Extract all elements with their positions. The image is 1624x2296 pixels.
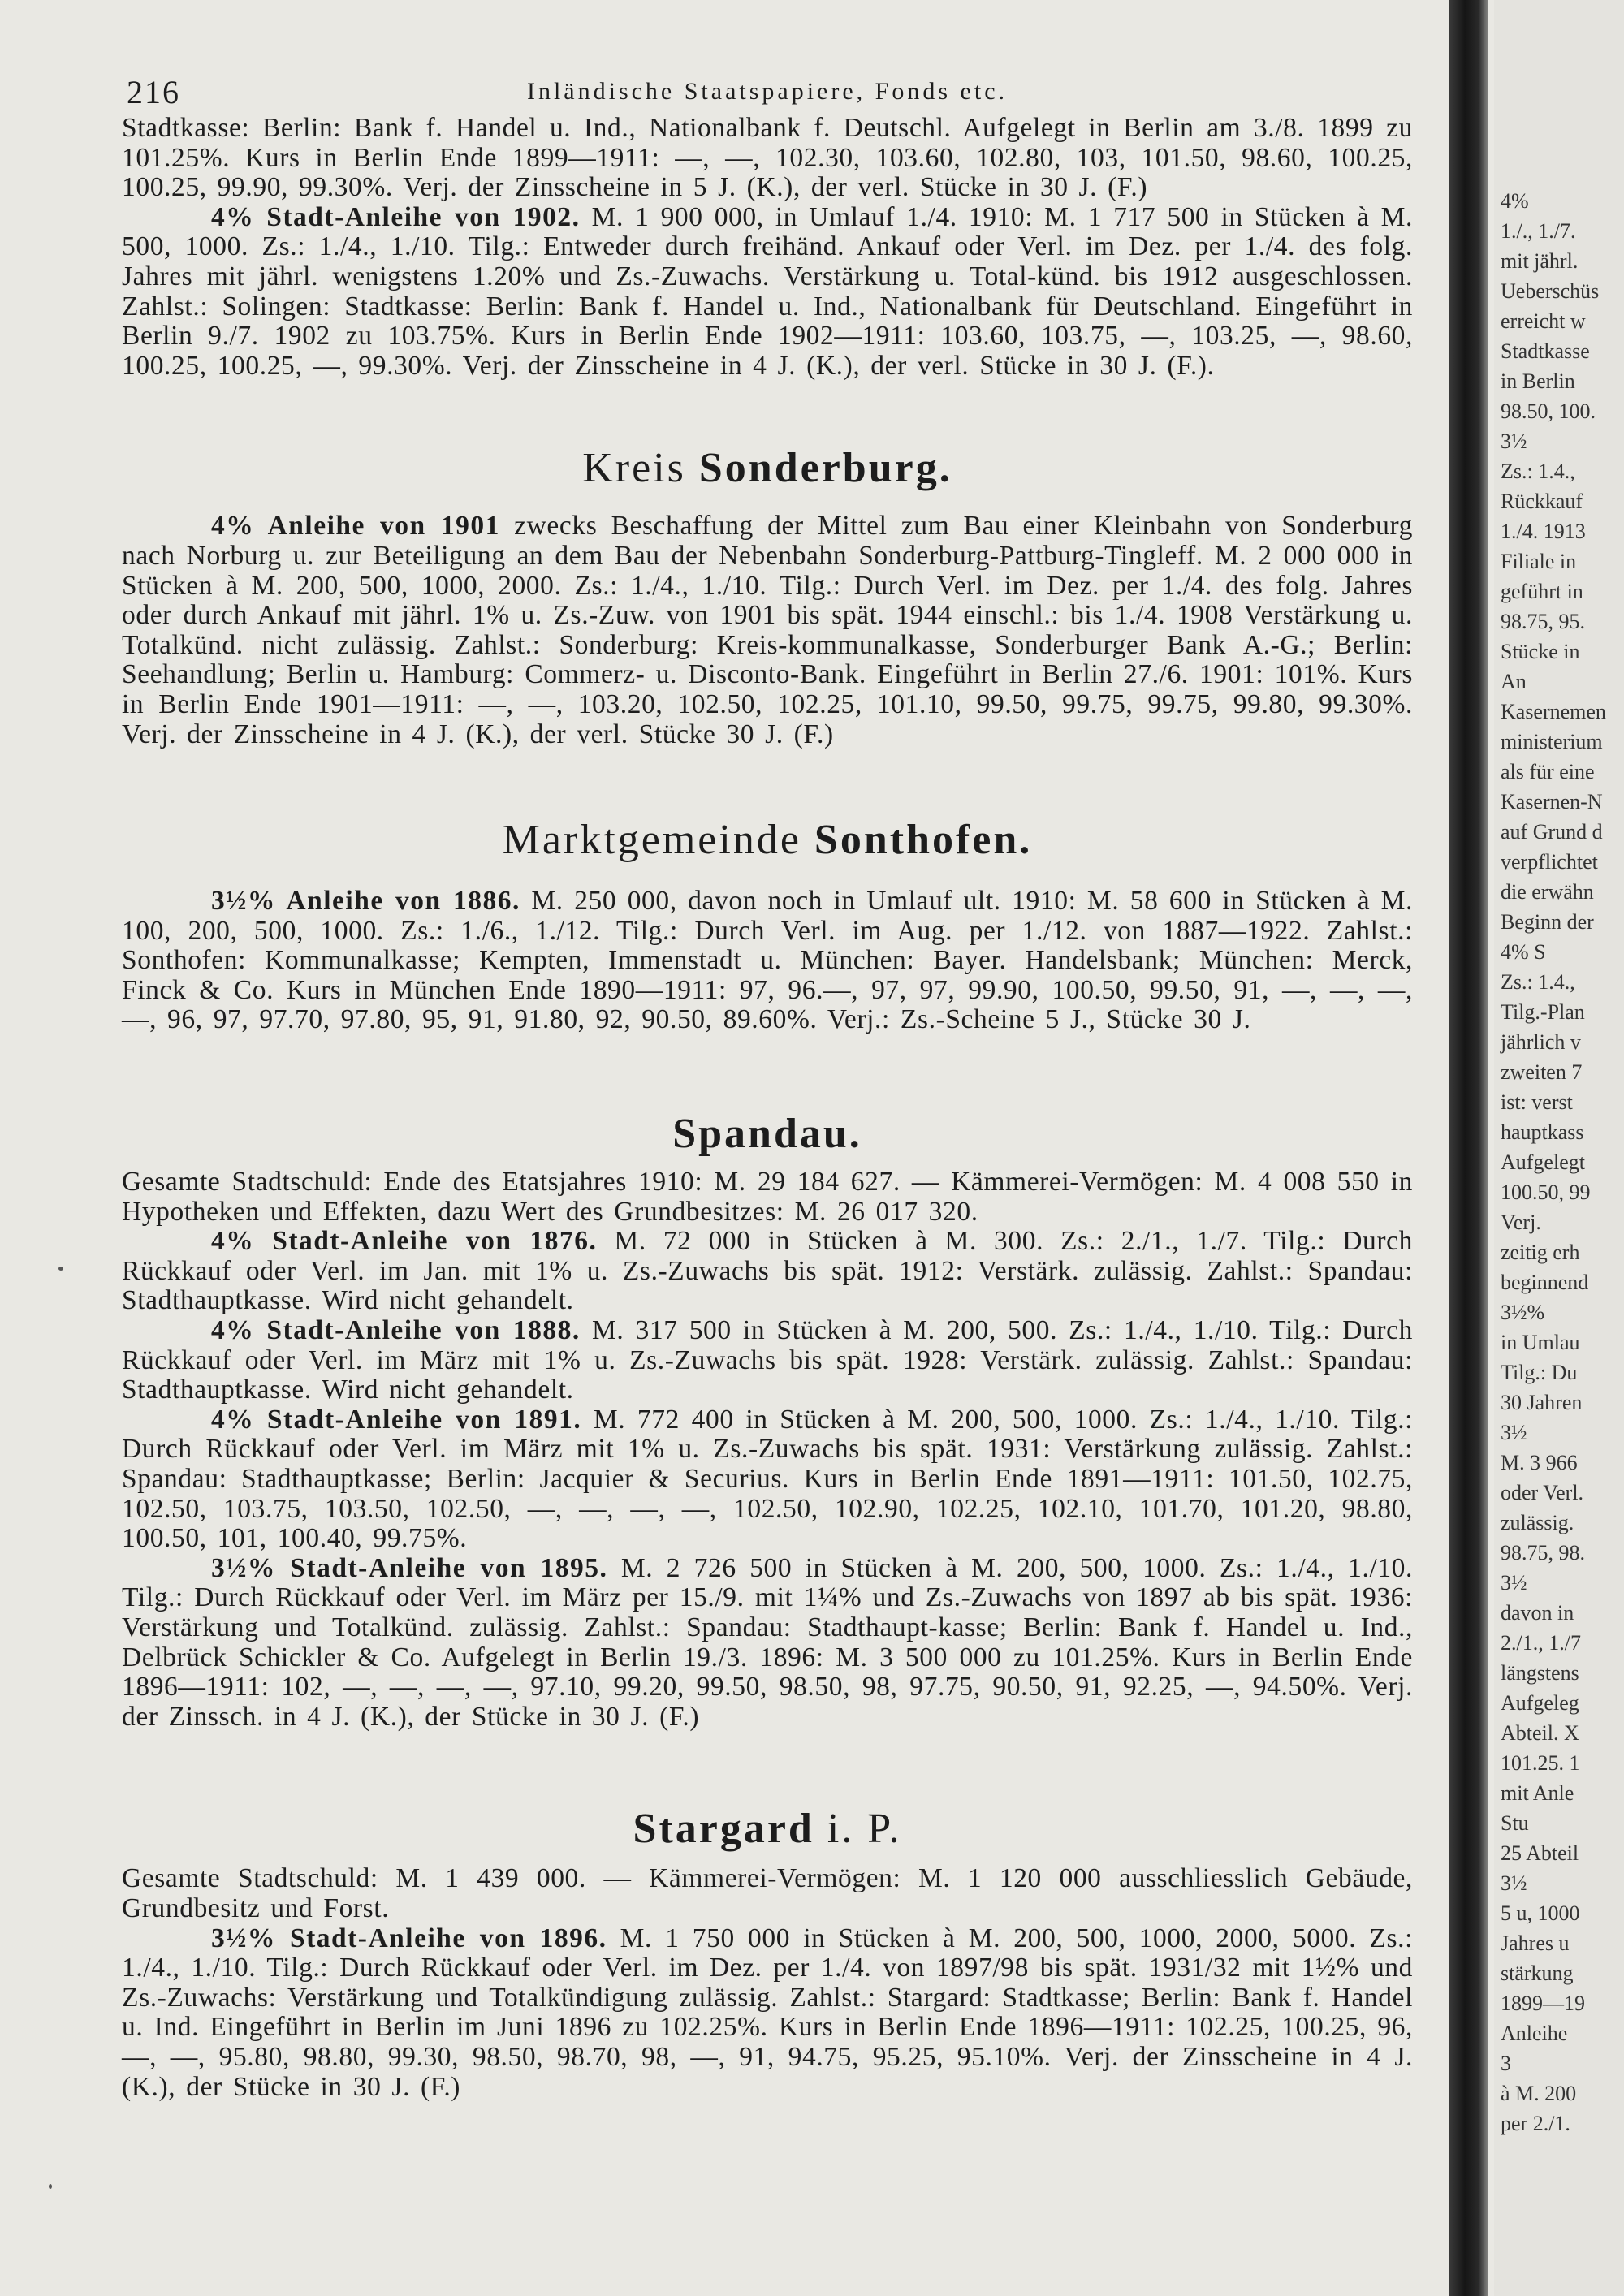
- next-page-fragment: oder Verl.: [1501, 1481, 1584, 1504]
- next-page-fragment: mit Anle: [1501, 1781, 1574, 1805]
- next-page-fragment: beginnend: [1501, 1271, 1589, 1294]
- next-page-fragment: Anleihe: [1501, 2022, 1568, 2045]
- intro-paragraph: Stadtkasse: Berlin: Bank f. Handel u. Ind., Nationalbank f. Deutschl. Aufgelegt in Berlin am 3./8. 1899 zu 101.25%. Kurs in Berlin Ende 1899—1911: —, —, 102.30, 103.60, 102.80, 103, 101.50, 98.60, 100.25, 100.25, 99.90, 99.30%. Verj. der Zinsscheine in 5 J. (K.), der verl. Stücke in 30 J. (F.): [122, 113, 1413, 203]
- next-page-fragment: Filiale in: [1501, 550, 1577, 573]
- next-page-fragment: 101.25. 1: [1501, 1751, 1580, 1775]
- heading-fraktur: Sonderburg.: [698, 445, 952, 492]
- loan-title: 3½% Stadt-Anleihe von 1895.: [211, 1552, 608, 1583]
- next-page-fragment: An: [1501, 670, 1527, 693]
- next-page-fragment: in Umlau: [1501, 1331, 1580, 1354]
- main-page: [122, 57, 1413, 2102]
- next-page-fragment: Aufgelegt: [1501, 1150, 1585, 1174]
- stargard-anleihe-1896-entry: [122, 1924, 1413, 2103]
- next-page-fragment: Ueberschüs: [1501, 279, 1600, 303]
- spandau-anleihe-1891-entry: [122, 1405, 1413, 1554]
- heading-spandau: [122, 1110, 1413, 1158]
- next-page-fragment: erreicht w: [1501, 309, 1586, 333]
- loan-text: M. 317 500 in Stücken à M. 200, 500. Zs.: 1./4., 1./10. Tilg.: Durch Rückkauf oder Verl. im März mit 1% u. Zs.-Zuwachs bis spät. 1928: Verstärk. zulässig. Zahlst.: Spandau: Stadthauptkasse. Wird nicht gehandelt.: [122, 1315, 1414, 1405]
- loan-title: 4% Stadt-Anleihe von 1888.: [211, 1315, 581, 1346]
- page-number: 216: [127, 74, 180, 110]
- next-page-fragment: Zs.: 1.4.,: [1501, 970, 1575, 994]
- next-page-fragment: Tilg.-Plan: [1501, 1000, 1585, 1024]
- next-page-fragment: Zs.: 1.4.,: [1501, 460, 1575, 483]
- loan-title: 4% Anleihe von 1901: [211, 511, 500, 542]
- next-page-fragment: jährlich v: [1501, 1030, 1581, 1054]
- next-page-fragment: die erwähn: [1501, 880, 1594, 904]
- next-page-fragment: Rückkauf: [1501, 490, 1583, 513]
- next-page-fragment: zweiten 7: [1501, 1060, 1583, 1084]
- next-page-fragment: Abteil. X: [1501, 1721, 1579, 1745]
- spandau-anleihe-1876-entry: [122, 1227, 1413, 1316]
- next-page-fragment: 98.75, 95.: [1501, 610, 1585, 633]
- next-page-fragment: mit jährl.: [1501, 249, 1579, 273]
- next-page-edge: [1494, 0, 1624, 2296]
- next-page-fragment: 4%: [1501, 189, 1529, 213]
- next-page-fragment: 98.75, 98.: [1501, 1541, 1585, 1564]
- next-page-fragment: 1./4. 1913: [1501, 520, 1586, 543]
- next-page-fragment: 3½: [1501, 1871, 1527, 1895]
- heading-plain: Kreis: [582, 445, 686, 492]
- next-page-fragment: Aufgeleg: [1501, 1691, 1579, 1715]
- next-page-fragment: ist: verst: [1501, 1090, 1573, 1114]
- loan-title: 4% Stadt-Anleihe von 1902.: [211, 201, 581, 232]
- sonderburg-anleihe-entry: [122, 511, 1413, 749]
- loan-title: 3½% Stadt-Anleihe von 1896.: [211, 1923, 607, 1953]
- loan-title: 4% Stadt-Anleihe von 1891.: [211, 1404, 582, 1435]
- spandau-anleihe-1888-entry: [122, 1316, 1413, 1405]
- next-page-fragment: auf Grund d: [1501, 820, 1603, 844]
- next-page-fragment: Kasernemen: [1501, 700, 1606, 723]
- running-head: [122, 57, 1413, 114]
- loan-title: 4% Stadt-Anleihe von 1876.: [211, 1226, 598, 1257]
- spandau-debt-summary: Gesamte Stadtschuld: Ende des Etatsjahres 1910: M. 29 184 627. — Kämmerei-Vermögen: M. 4 008 550 in Hypotheken und Effekten, dazu Wert des Grundbesitzes: M. 26 017 320.: [122, 1167, 1413, 1227]
- sonthofen-anleihe-entry: [122, 887, 1413, 1035]
- next-page-fragment: geführt in: [1501, 580, 1583, 603]
- heading-stargard: [122, 1805, 1413, 1853]
- next-page-fragment: hauptkass: [1501, 1120, 1584, 1144]
- next-page-fragment: Verj.: [1501, 1211, 1541, 1234]
- loan-text: zwecks Beschaffung der Mittel zum Bau einer Kleinbahn von Sonderburg nach Norburg u. zur Beteiligung an dem Bau der Nebenbahn Sonderburg-Pattburg-Tingleff. M. 2 000 000 in Stücken à M. 200, 500, 1000, 2000. Zs.: 1./4., 1./10. Tilg.: Durch Verl. im Dez. per 1./4. des folg. Jahres oder durch Ankauf mit jährl. 1% u. Zs.-Zuw. von 1901 bis spät. 1944 einschl.: bis 1./4. 1908 Verstärkung u. Totalkünd. nicht zulässig. Zahlst.: Sonderburg: Kreis-kommunalkasse, Sonderburger Bank A.-G.; Berlin: Seehandlung; Berlin u. Hamburg: Commerz- u. Disconto-Bank. Eingeführt in Berlin 27./6. 1901: 101%. Kurs in Berlin Ende 1901—1911: —, —, 103.20, 102.50, 102.25, 101.10, 99.50, 99.75, 99.75, 99.80, 99.30%. Verj. der Zinsscheine in 4 J. (K.), der verl. Stücke 30 J. (F.): [122, 511, 1413, 749]
- next-page-fragment: 1./., 1./7.: [1501, 219, 1576, 243]
- next-page-fragment: zeitig erh: [1501, 1241, 1580, 1264]
- next-page-fragment: per 2./1.: [1501, 2112, 1570, 2135]
- next-page-fragment: zulässig.: [1501, 1511, 1574, 1534]
- next-page-fragment: 3½: [1501, 429, 1527, 453]
- ink-speck: [49, 2184, 52, 2189]
- spandau-anleihe-1895-entry: [122, 1554, 1413, 1733]
- running-title: Inländische Staatspapiere, Fonds etc.: [526, 78, 1009, 105]
- heading-fraktur: Sonthofen.: [814, 817, 1033, 864]
- next-page-fragment: Beginn der: [1501, 910, 1594, 934]
- heading-kreis-sonderburg: [122, 444, 1413, 492]
- next-page-fragment: Jahres u: [1501, 1931, 1570, 1955]
- book-gutter-shadow: [1449, 0, 1488, 2296]
- next-page-fragment: in Berlin: [1501, 369, 1575, 393]
- next-page-fragment: 3: [1501, 2052, 1511, 2075]
- loan-text: M. 1 900 000, in Umlauf 1./4. 1910: M. 1 717 500 in Stücken à M. 500, 1000. Zs.: 1./4., 1./10. Tilg.: Entweder durch freihänd. Ankauf oder Verl. im Dez. per 1./4. des folg. Jahres mit jährl. wenigstens 1.20% und Zs.-Zuwachs. Verstärkung u. Total-künd. bis 1912 ausgeschlossen. Zahlst.: Solingen: Stadtkasse: Berlin: Bank f. Handel u. Ind., Nationalbank für Deutschland. Eingeführt in Berlin 9./7. 1902 zu 103.75%. Kurs in Berlin Ende 1902—1911: 103.60, 103.75, —, 103.25, —, 98.60, 100.25, 100.25, —, 99.30%. Verj. der Zinsscheine in 4 J. (K.), der verl. Stücke in 30 J. (F.).: [122, 201, 1413, 381]
- loan-title: 3½% Anleihe von 1886.: [211, 886, 520, 917]
- loan-text: M. 72 000 in Stücken à M. 300. Zs.: 2./1., 1./7. Tilg.: Durch Rückkauf oder Verl. im Jan. mit 1% u. Zs.-Zuwachs bis spät. 1912: Verstärk. zulässig. Zahlst.: Spandau: Stadthauptkasse. Wird nicht gehandelt.: [122, 1226, 1413, 1316]
- next-page-fragment: 98.50, 100.: [1501, 399, 1596, 423]
- stadt-anleihe-1902-entry: [122, 203, 1413, 382]
- loan-text: M. 1 750 000 in Stücken à M. 200, 500, 1000, 2000, 5000. Zs.: 1./4., 1./10. Tilg.: Durch Rückkauf oder Verl. im Dez. per 1./4. von 1897/98 bis spät. 1931/32 mit 1½% und Zs.-Zuwachs: Verstärkung und Totalkündigung zulässig. Zahlst.: Stargard: Stadtkasse; Berlin: Bank f. Handel u. Ind. Eingeführt in Berlin im Juni 1896 zu 102.25%. Kurs in Berlin Ende 1896—1911: 102.25, 100.25, 96, —, —, 95.80, 98.80, 99.30, 98.50, 98.70, 98, —, 91, 94.75, 95.25, 95.10%. Verj. der Zinsscheine in 4 J. (K.), der Stücke in 30 J. (F.): [122, 1923, 1413, 2102]
- next-page-fragment: 1899—19: [1501, 1992, 1585, 2015]
- loan-text: M. 250 000, davon noch in Umlauf ult. 1910: M. 58 600 in Stücken à M. 100, 200, 500, 1000. Zs.: 1./6., 1./12. Tilg.: Durch Verl. im Aug. per 1./12. von 1887—1922. Zahlst.: Sonthofen: Kommunalkasse; Kempten, Immenstadt u. München: Bayer. Handelsbank; München: Merck, Finck & Co. Kurs in München Ende 1890—1911: 97, 96.—, 97, 97, 99.90, 100.50, 99.50, 91, —, —, —, —, 96, 97, 97.70, 97.80, 95, 91, 91.80, 92, 90.50, 89.60%. Verj.: Zs.-Scheine 5 J., Stücke 30 J.: [122, 886, 1413, 1035]
- heading-plain: i. P.: [827, 1806, 902, 1853]
- heading-fraktur: Stargard: [633, 1806, 814, 1853]
- next-page-fragment: Kasernen-N: [1501, 790, 1603, 814]
- loan-text: M. 772 400 in Stücken à M. 200, 500, 1000. Zs.: 1./4., 1./10. Tilg.: Durch Rückkauf oder Verl. im März mit 1% u. Zs.-Zuwachs bis spät. 1931: Verstärkung zulässig. Zahlst.: Spandau: Stadthauptkasse; Berlin: Jacquier & Securius. Kurs in Berlin Ende 1891—1911: 101.50, 102.75, 102.50, 103.75, 103.50, 102.50, —, —, —, —, 102.50, 102.90, 102.25, 102.10, 101.70, 101.20, 98.80, 100.50, 101, 100.40, 99.75%.: [122, 1404, 1413, 1554]
- next-page-fragment: Tilg.: Du: [1501, 1361, 1578, 1384]
- next-page-fragment: 3½: [1501, 1421, 1527, 1444]
- next-page-fragment: ministerium: [1501, 730, 1603, 753]
- next-page-fragment: 30 Jahren: [1501, 1391, 1583, 1414]
- next-page-fragment: als für eine: [1501, 760, 1595, 783]
- heading-plain: Marktgemeinde: [502, 817, 801, 864]
- next-page-fragment: Stücke in: [1501, 640, 1580, 663]
- next-page-fragment: M. 3 966: [1501, 1451, 1578, 1474]
- next-page-fragment: 5 u, 1000: [1501, 1901, 1580, 1925]
- next-page-fragment: Stadtkasse: [1501, 339, 1590, 363]
- heading-sonthofen: [122, 816, 1413, 864]
- next-page-fragment: 3½: [1501, 1571, 1527, 1595]
- next-page-fragment: davon in: [1501, 1601, 1574, 1625]
- heading-fraktur: Spandau.: [672, 1111, 862, 1158]
- next-page-fragment: à M. 200: [1501, 2082, 1577, 2105]
- next-page-fragment: 25 Abteil: [1501, 1841, 1579, 1865]
- next-page-fragment: stärkung: [1501, 1962, 1574, 1985]
- ink-speck: [58, 1267, 63, 1271]
- next-page-fragment: 4% S: [1501, 940, 1546, 964]
- stargard-debt-summary: Gesamte Stadtschuld: M. 1 439 000. — Kämmerei-Vermögen: M. 1 120 000 ausschliesslich Gebäude, Grundbesitz und Forst.: [122, 1863, 1413, 1923]
- next-page-fragment: 3½%: [1501, 1301, 1545, 1324]
- next-page-fragment: 100.50, 99: [1501, 1180, 1591, 1204]
- next-page-fragment: verpflichtet: [1501, 850, 1598, 874]
- next-page-fragment: längstens: [1501, 1661, 1579, 1685]
- next-page-fragment: Stu: [1501, 1811, 1529, 1835]
- loan-text: M. 2 726 500 in Stücken à M. 200, 500, 1000. Zs.: 1./4., 1./10. Tilg.: Durch Rückkauf oder Verl. im März per 15./9. mit 1¼% und Zs.-Zuwachs von 1897 ab bis spät. 1936: Verstärkung und Totalkünd. zulässig. Zahlst.: Spandau: Stadthaupt-kasse; Berlin: Bank f. Handel u. Ind., Delbrück Schickler & Co. Aufgelegt in Berlin 19./3. 1896: M. 3 500 000 zu 101.25%. Kurs in Berlin Ende 1896—1911: 102, —, —, —, —, 97.10, 99.20, 99.50, 98.50, 98, 97.75, 90.50, 91, 92.25, —, 94.50%. Verj. der Zinssch. in 4 J. (K.), der Stücke in 30 J. (F.): [122, 1552, 1413, 1732]
- next-page-fragment: 2./1., 1./7: [1501, 1631, 1581, 1655]
